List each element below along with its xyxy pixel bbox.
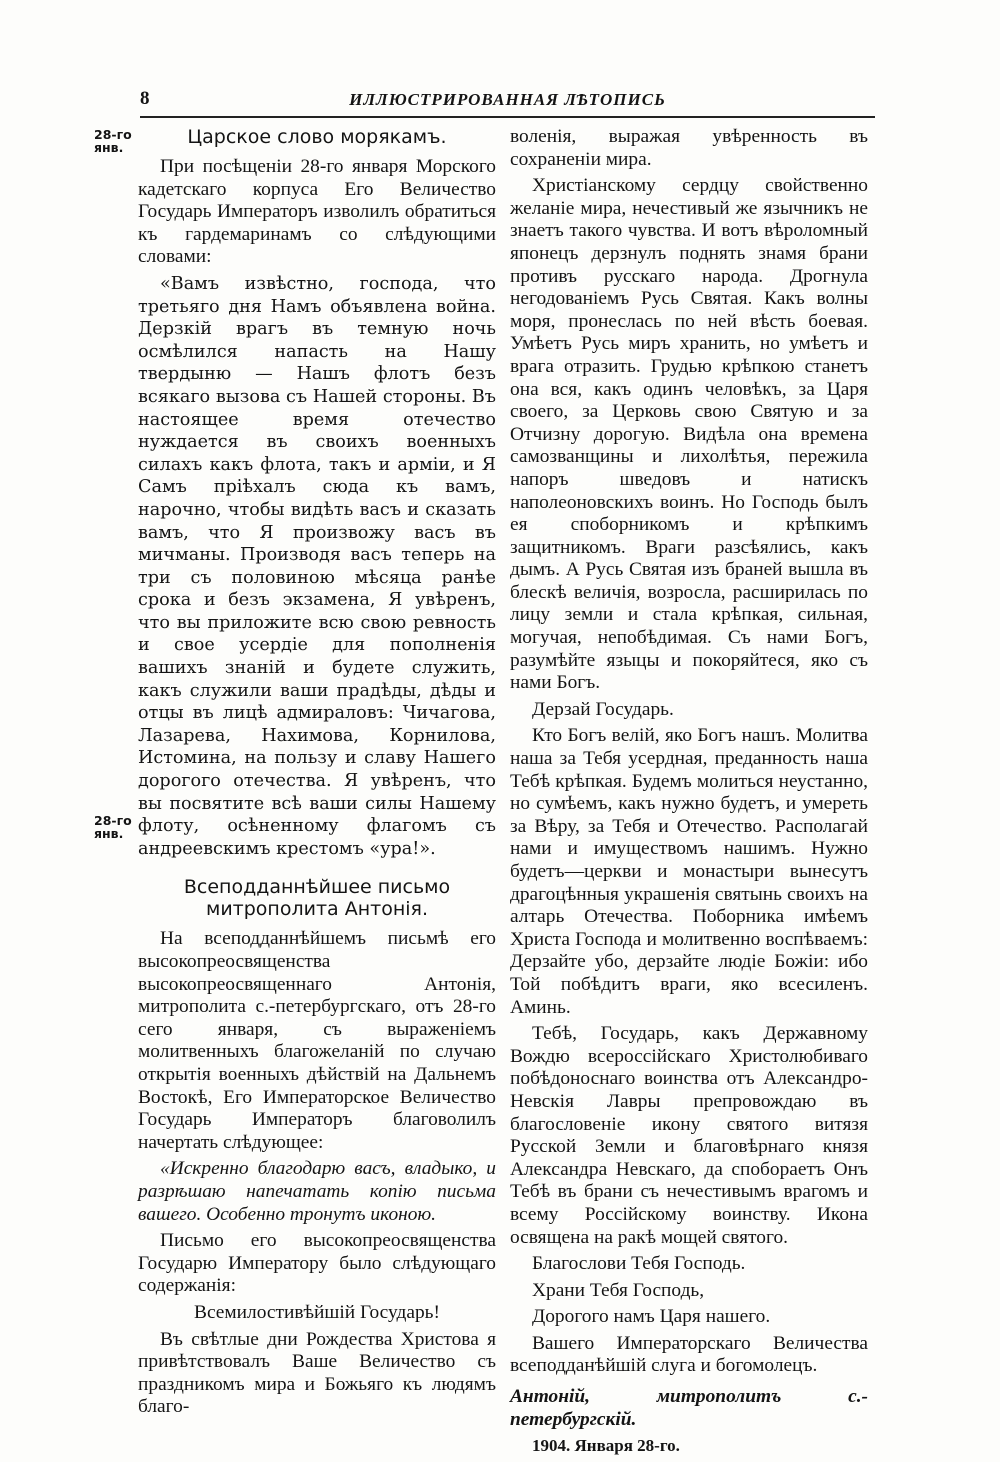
letter-paragraph-4: Кто Богъ велiй, яко Богъ нашъ. Молитва наша за Тебя усердная, преданность наша Тебѣ крѣпкая. Будемъ молиться неустанно, но сумѣемъ, какъ нужно будетъ, и умереть за Вѣру, за Тебя и Отечество. Располагай нами и имуществомъ нашимъ. Нужно будетъ—церкви и монастыри вынесутъ драгоцѣнныя украшенiя святынь своихъ на алтарь Отечества. Поборника имѣемъ Христа Господа и молитвенно воспѣваемъ: Дерзайте убо, дерзайте людiе Божiи: ибо Той побѣдитъ враги, яко всесиленъ. Аминь. (510, 725, 868, 1018)
page-header (140, 88, 875, 118)
section2-intro: На всеподданнѣйшемъ письмѣ его высокопреосвященства высокопреосвященнаго Антонiя, митрополита с.-петербургскаго, отъ 28-го сего января, съ выраженiемъ молитвенныхъ благожеланiй по случаю открытiя военныхъ дѣйствiй на Дальнемъ Востокѣ, Его Императорское Величество Государь Императоръ благоволилъ начертать слѣдующее: (138, 928, 496, 1153)
letter-start: Въ свѣтлые дни Рождества Христова я привѣтствовалъ Ваше Величество съ праздникомъ мира и Божьяго къ людямъ благо- (138, 1328, 496, 1418)
letter-paragraph-5: Тебѣ, Государь, какъ Державному Вождю всероссiйскаго Христолюбиваго побѣдоноснаго воинства отъ Александро-Невскiя Лавры препровождаю въ благословенiе икону святого витязя Русской Земли и благовѣрнаго князя Александра Невскаго, да спобораетъ Онъ Тебѣ въ брани съ нечестивымъ врагомъ и всему Россiйскому воинству. Икона освящена на ракѣ мощей святого. (510, 1023, 868, 1248)
letter-date: 1904. Января 28-го. (532, 1436, 680, 1456)
section2-date: 28-го янв. (94, 813, 132, 841)
letter-closing: Вашего Императорскаго Величества всеподданѣйшiй слуга и богомолецъ. (510, 1332, 868, 1377)
tsar-speech: «Вамъ извѣстно, господа, что третьяго дня Намъ объявлена война. Дерзкiй врагъ въ темную ночь осмѣлился напасть на Нашу твердыню — Нашъ флотъ безъ всякаго вызова съ Нашей стороны. Въ настоящее время отечество нуждается въ своихъ военныхъ силахъ какъ флота, такъ и армiи, и Я Самъ прiѣхалъ сюда къ вамъ, нарочно, чтобы видѣть васъ и сказать вамъ, что Я произвожу васъ въ мичманы. Производя васъ теперь на три съ половиною мѣсяца ранѣе срока и безъ экзамена, Я увѣренъ, что вы приложите всю свою ревность и свое усердiе для пополненiя вашихъ знанiй и будете служить, какъ служили ваши прадѣды, дѣды и отцы въ лицѣ адмираловъ: Чичагова, Лазарева, Нахимова, Корнилова, Истомина, на пользу и славу Нашего дорогого отечества. Я увѣренъ, что вы посвятите всѣ ваши силы Нашему флоту, осѣненному флагомъ съ андреевскимъ крестомъ «ура!». (138, 273, 496, 859)
tsar-resolution: «Искренно благодарю васъ, владыко, и разрѣшаю напечатать копiю письма вашего. Особенно тронутъ иконою. (138, 1158, 496, 1225)
letter-blessing-1: Благослови Тебя Господь. (532, 1253, 746, 1275)
page-number: 8 (140, 88, 150, 109)
letter-paragraph-3: Дерзай Государь. (532, 698, 674, 720)
right-column (510, 126, 868, 1462)
letter-blessing-3: Дорогого намъ Царя нашего. (532, 1306, 771, 1328)
section1-title: Царское слово морякамъ. (187, 126, 447, 148)
signature: Антонiй, митрополитъ с.-петербургскiй. (510, 1386, 868, 1430)
letter-salutation: Всемилостивѣйшiй Государь! (194, 1301, 440, 1323)
left-column (138, 126, 496, 1423)
letter-intro: Письмо его высокопреосвященства Государю Императору было слѣдующаго содержанiя: (138, 1230, 496, 1297)
letter-paragraph-1: воленiя, выражая увѣренность въ сохраненiи мира. (510, 126, 868, 170)
section1-intro: При посѣщенiи 28-го января Морского кадетскаго корпуса Его Величество Государь Императоръ изволилъ обратиться къ гардемаринамъ со слѣдующими словами: (138, 156, 496, 268)
letter-blessing-2: Храни Тебя Господь, (532, 1279, 705, 1301)
running-title: ИЛЛЮСТРИРОВАННАЯ ЛѢТОПИСЬ (349, 90, 666, 109)
section1-date: 28-го янв. (94, 127, 132, 155)
letter-paragraph-2: Христiанскому сердцу свойственно желанiе мира, нечестивый же язычникъ не знаетъ такого чувства. И вотъ вѣроломный японецъ дерзнулъ поднять знамя брани противъ русскаго народа. Дрогнула негодованiемъ Русь Святая. Какъ волны моря, пронеслась по ней вѣсть боевая. Умѣетъ Русь миръ хранить, но умѣетъ и врага отразить. Грудью крѣпкою станетъ она вся, какъ одинъ человѣкъ, за Царя своего, за Церковь свою Святую и за Отчизну дорогую. Видѣла она времена самозванщины и лихолѣтья, пережила напоръ шведовъ и натискъ наполеоновскихъ воинъ. Но Господь былъ ея споборникомъ и крѣпкимъ защитникомъ. Враги разсѣялись, какъ дымъ. А Русь Святая изъ браней вышла въ блескѣ величiя, возросла, расширилась по лицу земли и стала крѣпкая, сильная, могучая, непобѣдимая. Съ нами Богъ, разумѣйте языцы и покоряйтеся, яко съ нами Богъ. (510, 175, 868, 694)
section2-title: Всеподданнѣйшее письмо митрополита Антонiя. (183, 876, 451, 921)
